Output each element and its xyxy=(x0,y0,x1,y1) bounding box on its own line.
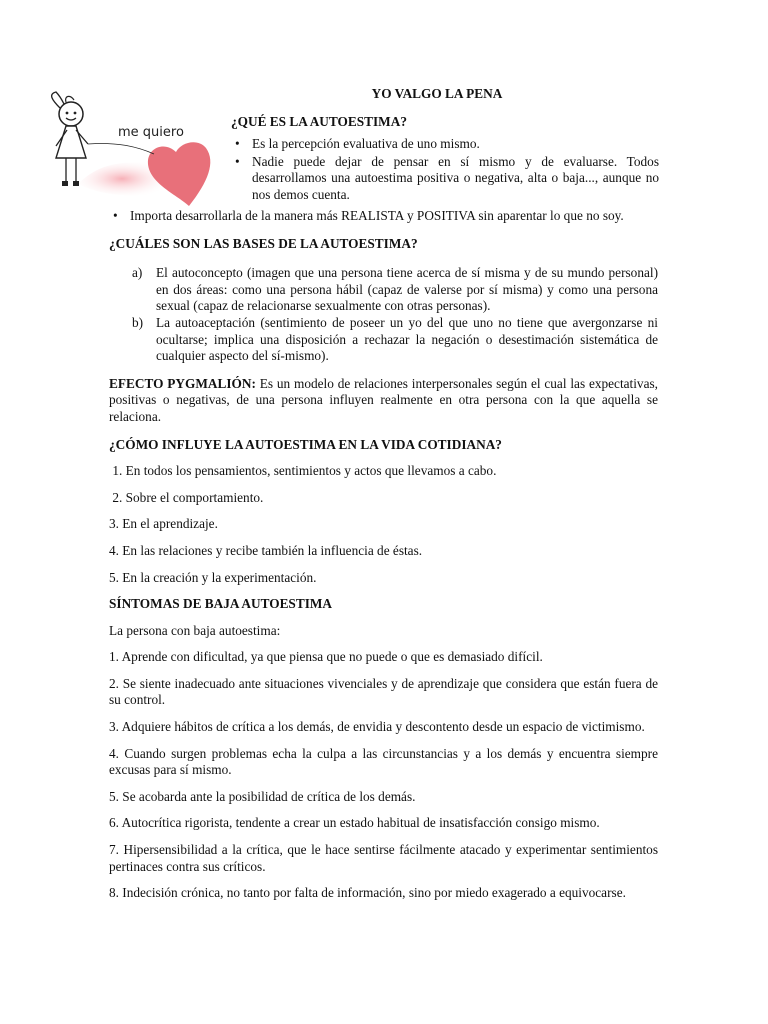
section-intro: La persona con baja autoestima: xyxy=(109,622,281,638)
list-item: 4. En las relaciones y recibe también la influencia de éstas. xyxy=(109,542,423,558)
item-marker: a) xyxy=(132,265,143,281)
bullet-item: • Es la percepción evaluativa de uno mismo. xyxy=(231,136,659,153)
bullet-item: • Importa desarrollarla de la manera más REALISTA y POSITIVA sin aparentar lo que no soy. xyxy=(109,208,658,225)
page-title: YO VALGO LA PENA xyxy=(371,86,503,101)
bullet-item: • Nadie puede dejar de pensar en sí mismo y de evaluarse. Todos desarrollamos una autoestima positiva o negativa, alta o baja..., aunque no nos demos cuenta. xyxy=(231,154,659,204)
girl-head xyxy=(59,102,83,126)
girl-heart-illustration xyxy=(26,86,221,211)
header-block xyxy=(231,86,659,204)
list-item: 5. Se acobarda ante la posibilidad de crítica de los demás. xyxy=(109,788,416,804)
pygmalion-paragraph xyxy=(109,376,658,426)
main-content xyxy=(109,208,658,902)
list-item: 1. Aprende con dificultad, ya que piensa que no puede o que es demasiado difícil. xyxy=(109,649,543,665)
list-item: 2. Sobre el comportamiento. xyxy=(109,489,264,505)
illustration-caption: me quiero xyxy=(118,125,184,140)
item-text: El autoconcepto (imagen que una persona tiene acerca de sí misma y de su mundo personal) en dos áreas: como una persona hábil (capaz de valerse por sí misma) y como una persona sexual (capaz de relacionarse sexualmente con otras personas). xyxy=(156,265,658,314)
section-heading-vida-cotidiana: ¿CÓMO INFLUYE LA AUTOESTIMA EN LA VIDA COTIDIANA? xyxy=(109,436,502,452)
item-marker: b) xyxy=(132,314,144,330)
list-item: 7. Hipersensibilidad a la crítica, que le hace sentirse fácilmente atacado y experimentar sentimientos pertinaces contra sus críticos. xyxy=(109,842,658,874)
list-item: 4. Cuando surgen problemas echa la culpa a las circunstancias y a los demás y encuentra siempre excusas para sí mismo. xyxy=(109,745,658,778)
list-item: 3. En el aprendizaje. xyxy=(109,516,218,532)
section-heading-sintomas: SÍNTOMAS DE BAJA AUTOESTIMA xyxy=(109,596,333,612)
list-item: 6. Autocrítica rigorista, tendente a crear un estado habitual de insatisfacción consigo mismo. xyxy=(109,815,600,831)
girl-dress xyxy=(56,126,86,158)
list-item: 3. Adquiere hábitos de crítica a los demás, de envidia y descontento desde un espacio de victimismo. xyxy=(109,719,645,735)
section-heading-que-es: ¿QUÉ ES LA AUTOESTIMA? xyxy=(231,113,407,129)
pygmalion-text: Es un modelo de relaciones interpersonales según el cual las expectativas, positivas o negativas, de una persona influyen realmente en otra persona con la que aquella se relaciona. xyxy=(109,375,658,424)
section-heading-bases: ¿CUÁLES SON LAS BASES DE LA AUTOESTIMA? xyxy=(109,235,418,251)
list-item: 5. En la creación y la experimentación. xyxy=(109,569,317,585)
list-item: 1. En todos los pensamientos, sentimientos y actos que llevamos a cabo. xyxy=(109,463,497,479)
lettered-item xyxy=(109,265,658,315)
lettered-item xyxy=(109,315,658,365)
list-item: 8. Indecisión crónica, no tanto por falta de información, sino por miedo exagerado a equivocarse. xyxy=(109,885,626,901)
pygmalion-term: EFECTO PYGMALIÓN: xyxy=(109,375,256,391)
item-text: La autoaceptación (sentimiento de poseer un yo del que uno no tiene que avergonzarse ni ocultarse; implica una disposición a rechazar la negación o desestimación sistemática de cualquier aspecto del sí-mismo). xyxy=(156,314,658,364)
heart-shape xyxy=(148,142,210,206)
list-item: 2. Se siente inadecuado ante situaciones vivenciales y de aprendizaje que considera que están fuera de su control. xyxy=(109,675,658,708)
